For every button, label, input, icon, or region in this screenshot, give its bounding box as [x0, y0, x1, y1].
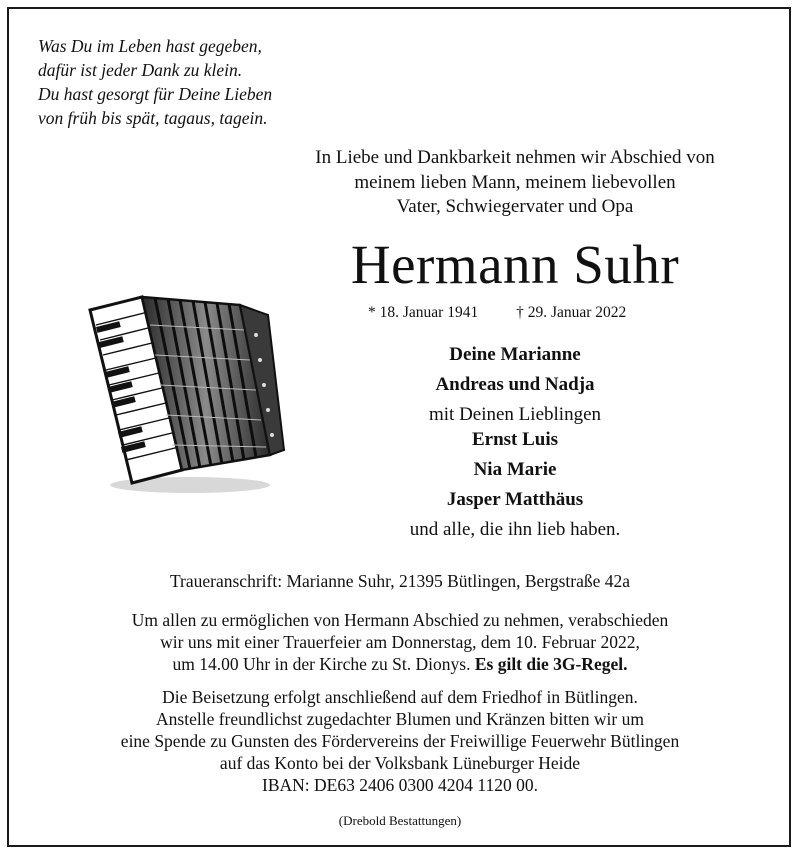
family-line: Nia Marie — [473, 459, 557, 480]
address-line: Traueranschrift: Marianne Suhr, 21395 Bütlingen, Bergstraße 42a — [169, 571, 631, 591]
ceremony-line-3 — [20, 653, 780, 675]
iban-line: IBAN: DE63 2406 0300 4204 1120 00. — [262, 775, 538, 795]
ceremony-text: um 14.00 Uhr in der Kirche zu St. Dionys. — [172, 654, 471, 674]
life-dates — [368, 303, 626, 323]
family-line: Andreas und Nadja — [435, 374, 595, 395]
burial-line: Die Beisetzung erfolgt anschließend auf dem Friedhof in Bütlingen. — [162, 687, 638, 707]
poem-line: Was Du im Leben hast gegeben, — [38, 36, 262, 56]
ceremony-info — [20, 609, 780, 675]
poem-line: von früh bis spät, tagaus, tagein. — [38, 108, 268, 128]
funeral-home-name: (Drebold Bestattungen) — [338, 813, 462, 828]
poem-line: Du hast gesorgt für Deine Lieben — [38, 84, 273, 104]
mourning-address — [20, 570, 780, 592]
family-line: mit Deinen Lieblingen — [428, 404, 601, 425]
death-date: † 29. Januar 2022 — [516, 304, 627, 321]
intro-text — [260, 146, 770, 220]
deceased-name: Hermann Suhr — [350, 234, 680, 295]
poem — [38, 34, 272, 130]
intro-line: meinem lieben Mann, meinem liebevollen — [354, 171, 676, 193]
burial-line: auf das Konto bei der Volksbank Lüneburger Heide — [219, 753, 581, 773]
birth-date: * 18. Januar 1941 — [368, 304, 479, 321]
intro-line: Vater, Schwiegervater und Opa — [396, 196, 634, 217]
family-line: Jasper Matthäus — [446, 489, 584, 510]
burial-info — [20, 686, 780, 796]
family-line: Ernst Luis — [471, 429, 559, 450]
family-line: Deine Marianne — [449, 344, 581, 365]
covid-rule: Es gilt die 3G-Regel. — [474, 654, 628, 674]
poem-line: dafür ist jeder Dank zu klein. — [38, 60, 243, 80]
family-line: und alle, die ihn lieb haben. — [409, 519, 621, 540]
ceremony-line: wir uns mit einer Trauerfeier am Donnerstag, dem 10. Februar 2022, — [160, 632, 640, 652]
intro-line: In Liebe und Dankbarkeit nehmen wir Abschied von — [315, 147, 715, 168]
ceremony-line: Um allen zu ermöglichen von Hermann Abschied zu nehmen, verabschieden — [131, 610, 669, 630]
burial-line: eine Spende zu Gunsten des Fördervereins der Freiwillige Feuerwehr Bütlingen — [120, 731, 680, 751]
accordion-icon — [80, 285, 290, 500]
burial-line: Anstelle freundlichst zugedachter Blumen und Kränzen bitten wir um — [156, 709, 644, 729]
funeral-home — [20, 810, 780, 832]
